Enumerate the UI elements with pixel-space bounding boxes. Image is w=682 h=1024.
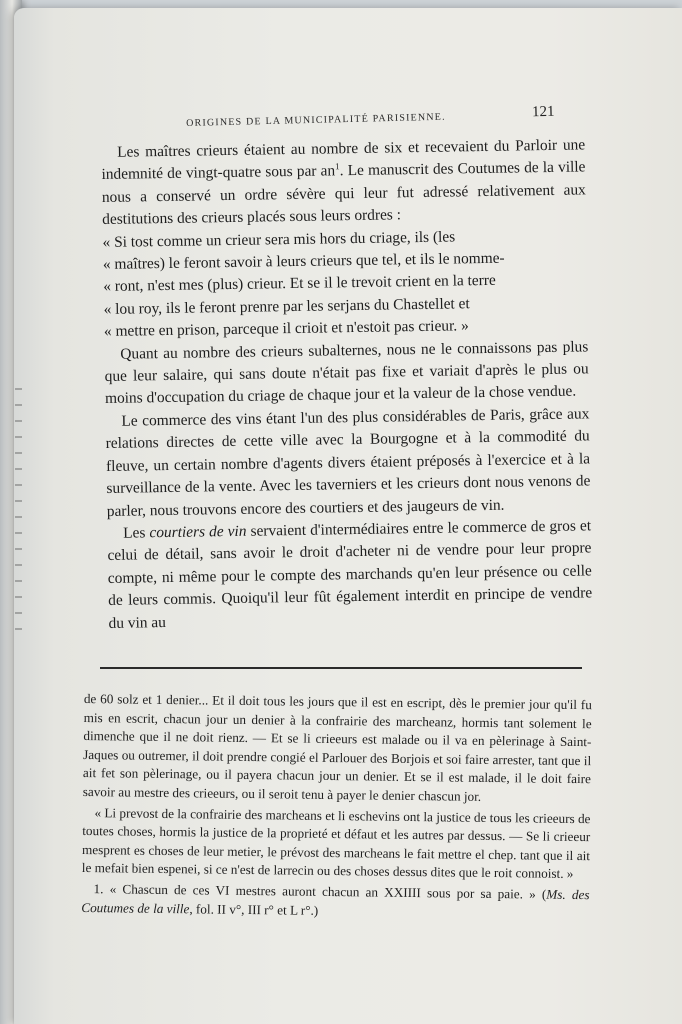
book-page — [14, 8, 682, 1024]
paragraph-1 — [101, 134, 586, 231]
paragraph-4 — [107, 515, 593, 635]
footnote-1-rest: , fol. II v°, III r° et L r°.) — [189, 900, 319, 918]
footnote-quote: « Li prevost de la confrairie des marcheans et li eschevins ont la justice de tous les crieeurs de toutes choses, hormis la justice de la proprieté et défaut et les autres par dessus. — Se li crieeur mesprent es choses de leur metier, le prévost des marcheans le fait mettre el chep. tant que il ait le mefait bien espenei, si ce n'est de larrecin ou des choses dessus dites que le roit connoist. » — [81, 804, 591, 882]
paragraph-2: Quant au nombre des crieurs subalternes, nous ne le connaissons pas plus que leur salaire, qui sans doute n'était pas fixe et variait d'après le plus ou moins d'occupation du criage de chaque jour et la valeur de la chose vendue. — [104, 338, 589, 408]
footnote-1-source: Ms. des Coutumes de la ville — [81, 886, 590, 916]
footnote-divider — [100, 667, 582, 669]
footnote-1 — [81, 880, 589, 923]
paragraph-4-italic: courtiers de vin — [149, 522, 247, 542]
quote-line: « ront, n'est mes (plus) crieur. Et se il le trevoit crient en la terre — [103, 272, 496, 296]
paragraph-4-rest: servaient d'intermédiaires entre le commerce de gros et celui de détail, sans avoir le droit d'acheter ni de vendre pour leur propre compte, ni même pour le compte des marchands qu'en leur présence ou celle de leurs commis. Quoiqu'il leur fût également interdit en principe de vendre du vin au — [107, 517, 593, 632]
footnotes — [81, 690, 592, 925]
quotation — [102, 224, 588, 344]
footnote-continued: de 60 solz et 1 denier... Et il doit tous les jours que il est en escript, dès le premier jour qu'il fu mis en escrit, chacun jour un denier à la confrairie des marcheanz, hormis tant solement le dimenche que il ne doit rienz. — Et se li crieeurs est malade ou il va en pèlerinage à Saint-Jaques ou outremer, il doit prendre congié el Parlouer des Borjois et soi faire arrester, tant que il ait fet son pèlerinage, ou il payera chacun jour un denier. Et se il est malade, il le doit faire savoir au mestre des crieeurs, ou il seroit tenu à payer le denier chascun jor. — [82, 690, 592, 804]
paragraph-1-rest: . Le manuscrit des Coutumes de la ville nous a conservé un ordre sévère qui leur fut adressé relativement aux destitutions des crieurs placés sous leurs ordres : — [101, 158, 586, 229]
main-text — [101, 134, 593, 634]
paragraph-1-text: Les maîtres crieurs étaient au nombre de six et recevaient du Parloir une indemnité de vingt-quatre sous par an — [101, 136, 586, 184]
quote-line: « maîtres) le feront savoir à leurs crieurs que tel, et ils le nomme- — [102, 249, 505, 274]
quote-line: « Si tost comme un crieur sera mis hors du criage, ils (les — [102, 228, 456, 251]
margin-marks — [15, 388, 27, 908]
paragraph-3: Le commerce des vins étant l'un des plus considérables de Paris, grâce aux relations directes de cette ville avec la Bourgogne et à la commodité du fleuve, un certain nombre d'agents divers étaient préposés à l'exercice et à la surveillance de la vente. Avec les taverniers et les crieurs dont nous venons de parler, nous trouvons encore des courtiers et des jaugeurs de vin. — [105, 405, 591, 520]
footnote-ref: 1 — [334, 161, 340, 172]
quote-line: « mettre en prison, parceque il crioit et n'estoit pas crieur. » — [103, 317, 469, 341]
quote-line: « lou roy, ils le feront prenre par les serjans du Chastellet et — [103, 295, 470, 318]
footnote-1-text: 1. « Chascun de ces VI mestres auront chacun an XXIIII sous por sa paie. » ( — [93, 881, 547, 902]
paragraph-4-start: Les — [123, 524, 150, 542]
page-number: 121 — [531, 103, 555, 121]
running-title: ORIGINES DE LA MUNICIPALITÉ PARISIENNE. — [186, 111, 446, 129]
